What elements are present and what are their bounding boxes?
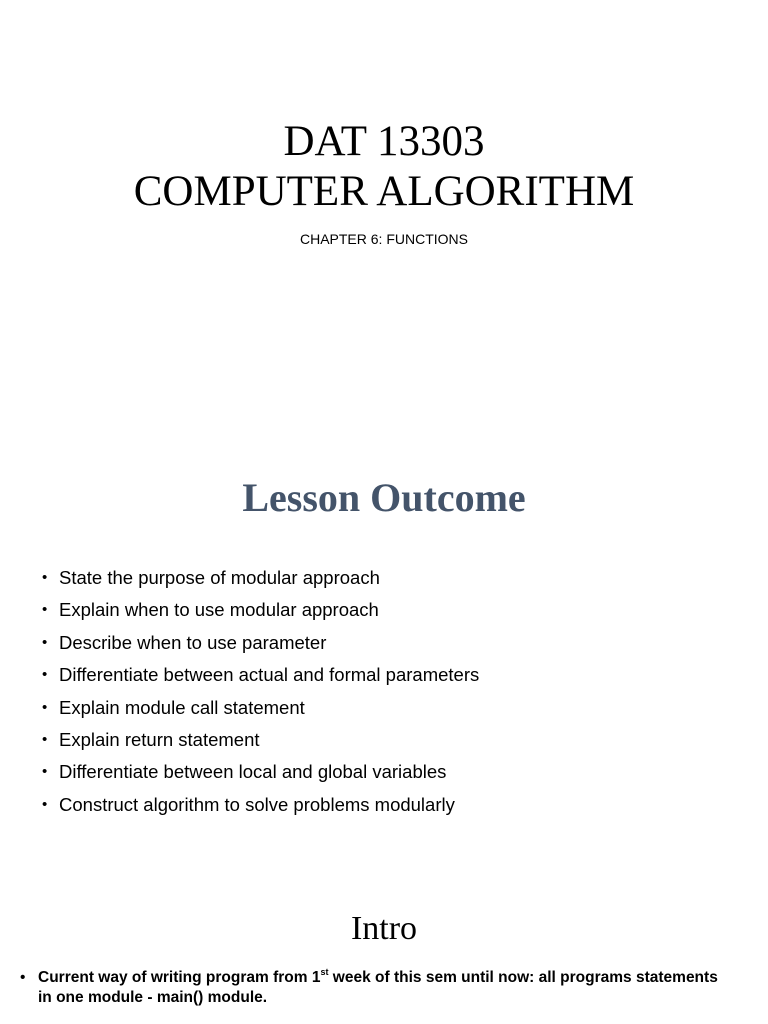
- title-slide: [0, 0, 768, 432]
- outcome-text: Explain when to use modular approach: [59, 599, 379, 621]
- bullet-icon: •: [42, 730, 48, 748]
- bullet-icon: •: [42, 601, 48, 619]
- outcome-item: [42, 659, 479, 691]
- outcome-item: [42, 562, 479, 594]
- bullet-icon: •: [20, 969, 26, 986]
- outcome-item: [42, 627, 479, 659]
- intro-heading: Intro: [350, 910, 418, 947]
- outcome-item: [42, 789, 479, 821]
- bullet-icon: •: [42, 633, 48, 651]
- lesson-outcome-heading: Lesson Outcome: [242, 475, 526, 520]
- chapter-subtitle: CHAPTER 6: FUNCTIONS: [299, 231, 468, 247]
- bullet-icon: •: [42, 795, 48, 813]
- bullet-icon: •: [42, 698, 48, 716]
- outcome-item: [42, 692, 479, 724]
- intro-text-end: week of this sem until now: all programs statements in one module - main() module.: [38, 969, 718, 1006]
- intro-item: [20, 968, 720, 1008]
- outcome-item: [42, 756, 479, 788]
- intro-slide: [0, 864, 768, 1024]
- intro-list: [20, 968, 720, 1022]
- bullet-icon: •: [42, 569, 48, 586]
- bullet-icon: •: [42, 666, 48, 684]
- bullet-icon: •: [42, 763, 48, 781]
- ordinal-superscript: st: [320, 967, 329, 977]
- outcome-text: Differentiate between local and global variables: [59, 761, 447, 783]
- intro-text-start: Current way of writing program from 1: [38, 969, 321, 986]
- outcome-text: Explain return statement: [59, 728, 260, 750]
- course-code: DAT 13303: [283, 118, 485, 165]
- outcome-item: [42, 724, 479, 756]
- lesson-outcome-slide: [0, 432, 768, 864]
- outcome-text: State the purpose of modular approach: [59, 567, 380, 588]
- outcome-item: [42, 594, 479, 626]
- outcome-text: Explain module call statement: [59, 696, 305, 718]
- course-title: COMPUTER ALGORITHM: [133, 168, 635, 215]
- outcome-text: Differentiate between actual and formal parameters: [59, 664, 480, 686]
- outcome-text: Describe when to use parameter: [59, 631, 327, 653]
- outcome-list: [42, 562, 479, 821]
- outcome-text: Construct algorithm to solve problems modularly: [59, 793, 455, 815]
